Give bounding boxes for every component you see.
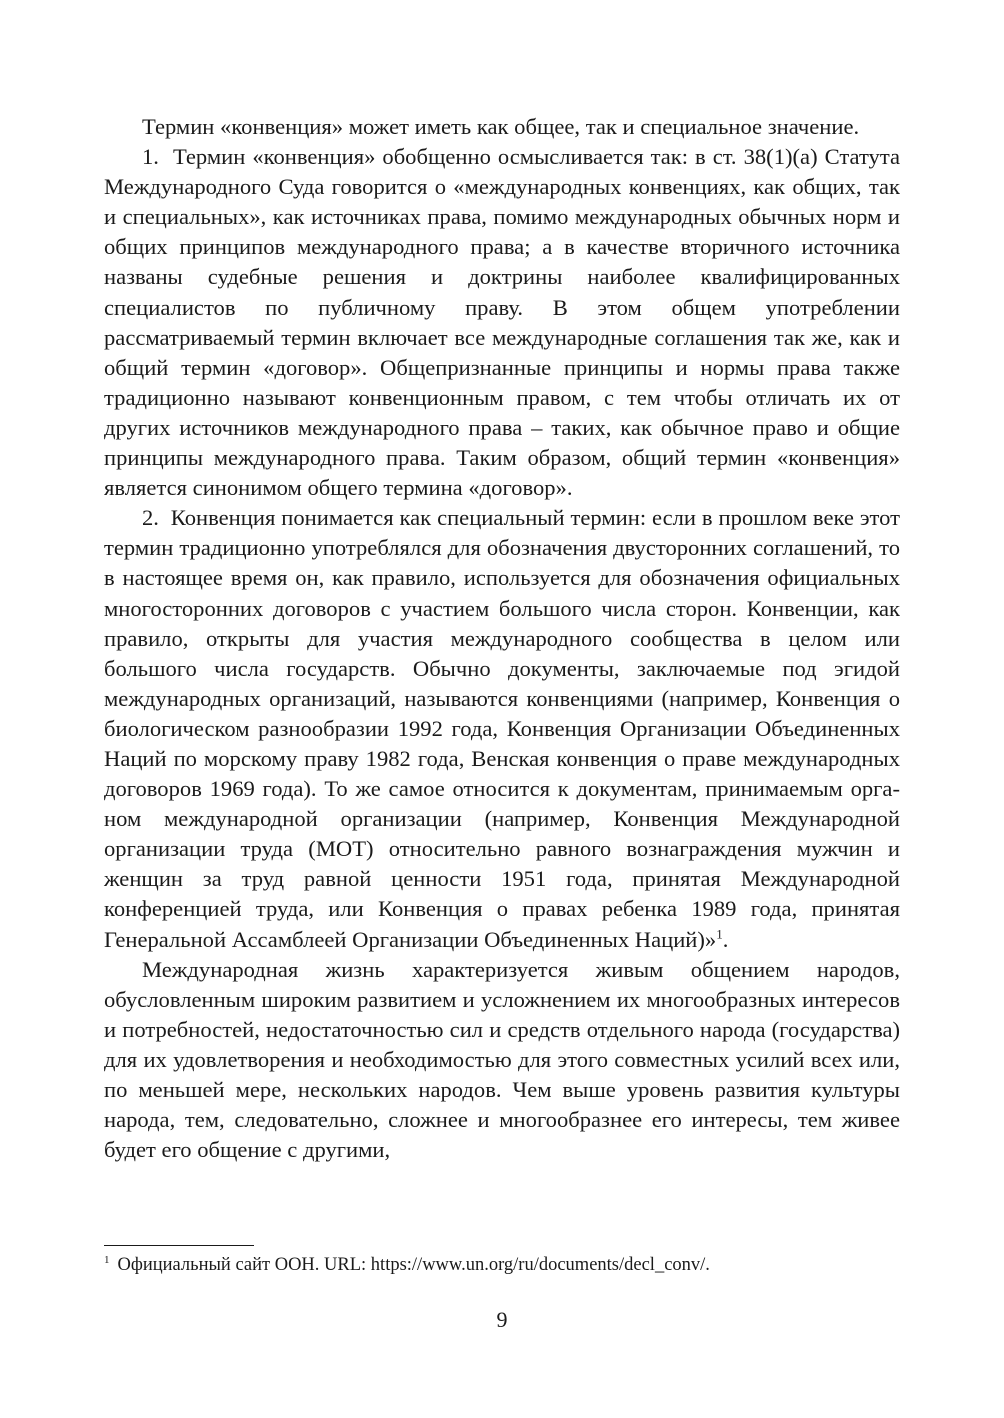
paragraph-intro: Термин «конвенция» может иметь как общее, так и специальное значение.: [142, 114, 860, 139]
page-number: 9: [496, 1307, 508, 1332]
page-body: [104, 112, 900, 1165]
footnote-text: Официальный сайт ООН. URL: https://www.un.org/ru/documents/decl_conv/.: [117, 1255, 710, 1275]
point-1-text: Термин «конвенция» обобщенно осмысливается так: в ст. 38(1)(a) Статута Международного Суда говорится о «международных конвенциях, как общих, так и специальных», как источниках права, помимо международных обычных норм и общих принципов международного права; а в качестве вторичного источника названы судебные решения и доктрины наиболее квалифицированных специалистов по публичному праву. В этом общем употреблении рассматриваемый термин включает все международные соглашения так же, как и общий термин «договор». Общепризнанные принципы и нормы права также традиционно называют конвенционным правом, с тем чтобы отличать их от других источников международного права – таких, как обычное право и общие принципы международного права. Таким образом, общий термин «конвенция» является синонимом общего термина «договор».: [104, 144, 900, 501]
paragraph-point-2: [104, 503, 900, 954]
point-number-2: 2.: [142, 505, 159, 531]
paragraph-point-1: [104, 142, 900, 503]
point-number-1: 1.: [142, 144, 159, 170]
footnote-reference[interactable]: 1: [716, 926, 723, 941]
footnote: [104, 1253, 900, 1277]
footnote-mark: 1: [104, 1253, 110, 1266]
paragraph-international-life: Международная жизнь характеризуется живым общением народов, обусловленным широким развитием и усложнением их многообразных интересов и потребностей, недостаточностью сил и средств отдельного народа (государства) для их удовлетворения и необходимостью для этого совместных усилий всех или, по меньшей мере, нескольких народов. Чем выше уровень развития культуры народа, тем, следовательно, сложнее и многообразнее его интересы, тем живее будет его общение с другими,: [104, 956, 900, 1163]
footnote-divider: [104, 1245, 254, 1246]
point-2-end: .: [722, 926, 729, 952]
point-2-text: Конвенция понимается как специальный термин: если в прошлом веке этот термин традиционно употреблялся для обозначения двусторонних соглашений, то в настоящее время он, как правило, используется для обозначения официальных многосторонних договоров с участием большого числа сторон. Конвенции, как правило, открыты для участия международного сообщества в целом или большого числа государств. Обычно документы, заключаемые под эгидой международных организаций, называются конвенциями (например, Конвенция о биологическом разнообразии 1992 года, Конвенция Организации Объединенных Наций по морскому праву 1982 года, Венская конвенция о праве международных договоров 1969 года). То же самое относится к документам, принимаемым органом международной организации (например, Конвенция Международной организации труда (МОТ) относительно равного вознаграждения мужчин и женщин за труд равной ценности 1951 года, принятая Международной конференцией труда, или Конвенция о правах ребенка 1989 года, принятая Генеральной Ассамблеей Организации Объединенных Наций)»: [104, 505, 900, 952]
